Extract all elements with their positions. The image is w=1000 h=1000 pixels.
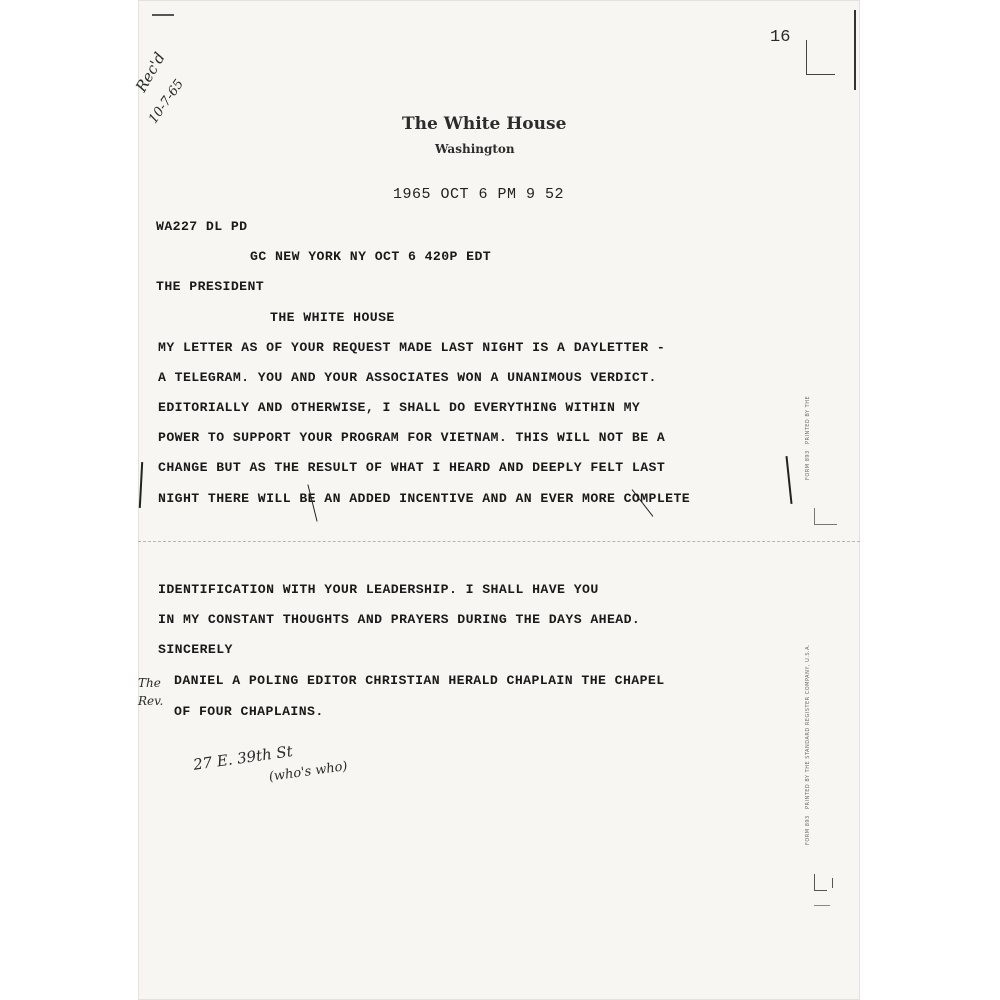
letterhead-title: The White House [402,114,567,134]
form-print-lower: FORM 893 PRINTED BY THE STANDARD REGISTER COMPANY, U.S.A. [805,643,811,845]
bottom-dash [814,905,830,906]
margin-mark-right [785,456,792,504]
signature-line: DANIEL A POLING EDITOR CHRISTIAN HERALD CHAPLAIN THE CHAPEL [174,673,665,688]
form-print-upper: FORM 893 PRINTED BY THE [805,395,811,480]
body-line: IDENTIFICATION WITH YOUR LEADERSHIP. I SHALL HAVE YOU [158,582,599,597]
signature-line: OF FOUR CHAPLAINS. [174,704,324,719]
message-addressee: THE PRESIDENT [156,279,265,294]
bottom-bracket [814,874,827,891]
page-number-bracket [806,40,835,75]
body-line: CHANGE BUT AS THE RESULT OF WHAT I HEARD AND DEEPLY FELT LAST [158,460,666,475]
handwritten-title-line2: Rev. [138,694,164,708]
handwritten-address: 27 E. 39th St [192,742,294,774]
telegram-page [132,0,860,1000]
bottom-tick [832,878,833,888]
body-line: EDITORIALLY AND OTHERWISE, I SHALL DO EVERYTHING WITHIN MY [158,400,641,415]
corner-mark [152,14,174,16]
receipt-note-line1: Rec'd [132,49,169,95]
page-number: 16 [770,28,791,47]
received-timestamp: 1965 OCT 6 PM 9 52 [393,186,565,203]
message-origin: GC NEW YORK NY OCT 6 420P EDT [250,249,492,264]
edge-bracket [814,508,837,525]
closing: SINCERELY [158,642,233,657]
letterhead-subtitle: Washington [435,142,515,156]
handwritten-source: (who's who) [268,758,349,785]
message-address: THE WHITE HOUSE [270,310,395,325]
body-line: IN MY CONSTANT THOUGHTS AND PRAYERS DURING THE DAYS AHEAD. [158,612,641,627]
margin-mark-left [139,462,143,508]
receipt-note-line2: 10-7-65 [146,76,188,127]
right-edge-rule [854,10,856,90]
body-line: A TELEGRAM. YOU AND YOUR ASSOCIATES WON A UNANIMOUS VERDICT. [158,370,657,385]
body-line: NIGHT THERE WILL BE AN ADDED INCENTIVE AND AN EVER MORE COMPLETE [158,491,691,506]
handwritten-title-line1: The [138,676,161,690]
form-divider [138,541,860,542]
message-code: WA227 DL PD [156,219,248,234]
body-line: MY LETTER AS OF YOUR REQUEST MADE LAST NIGHT IS A DAYLETTER - [158,340,666,355]
body-line: POWER TO SUPPORT YOUR PROGRAM FOR VIETNAM. THIS WILL NOT BE A [158,430,666,445]
